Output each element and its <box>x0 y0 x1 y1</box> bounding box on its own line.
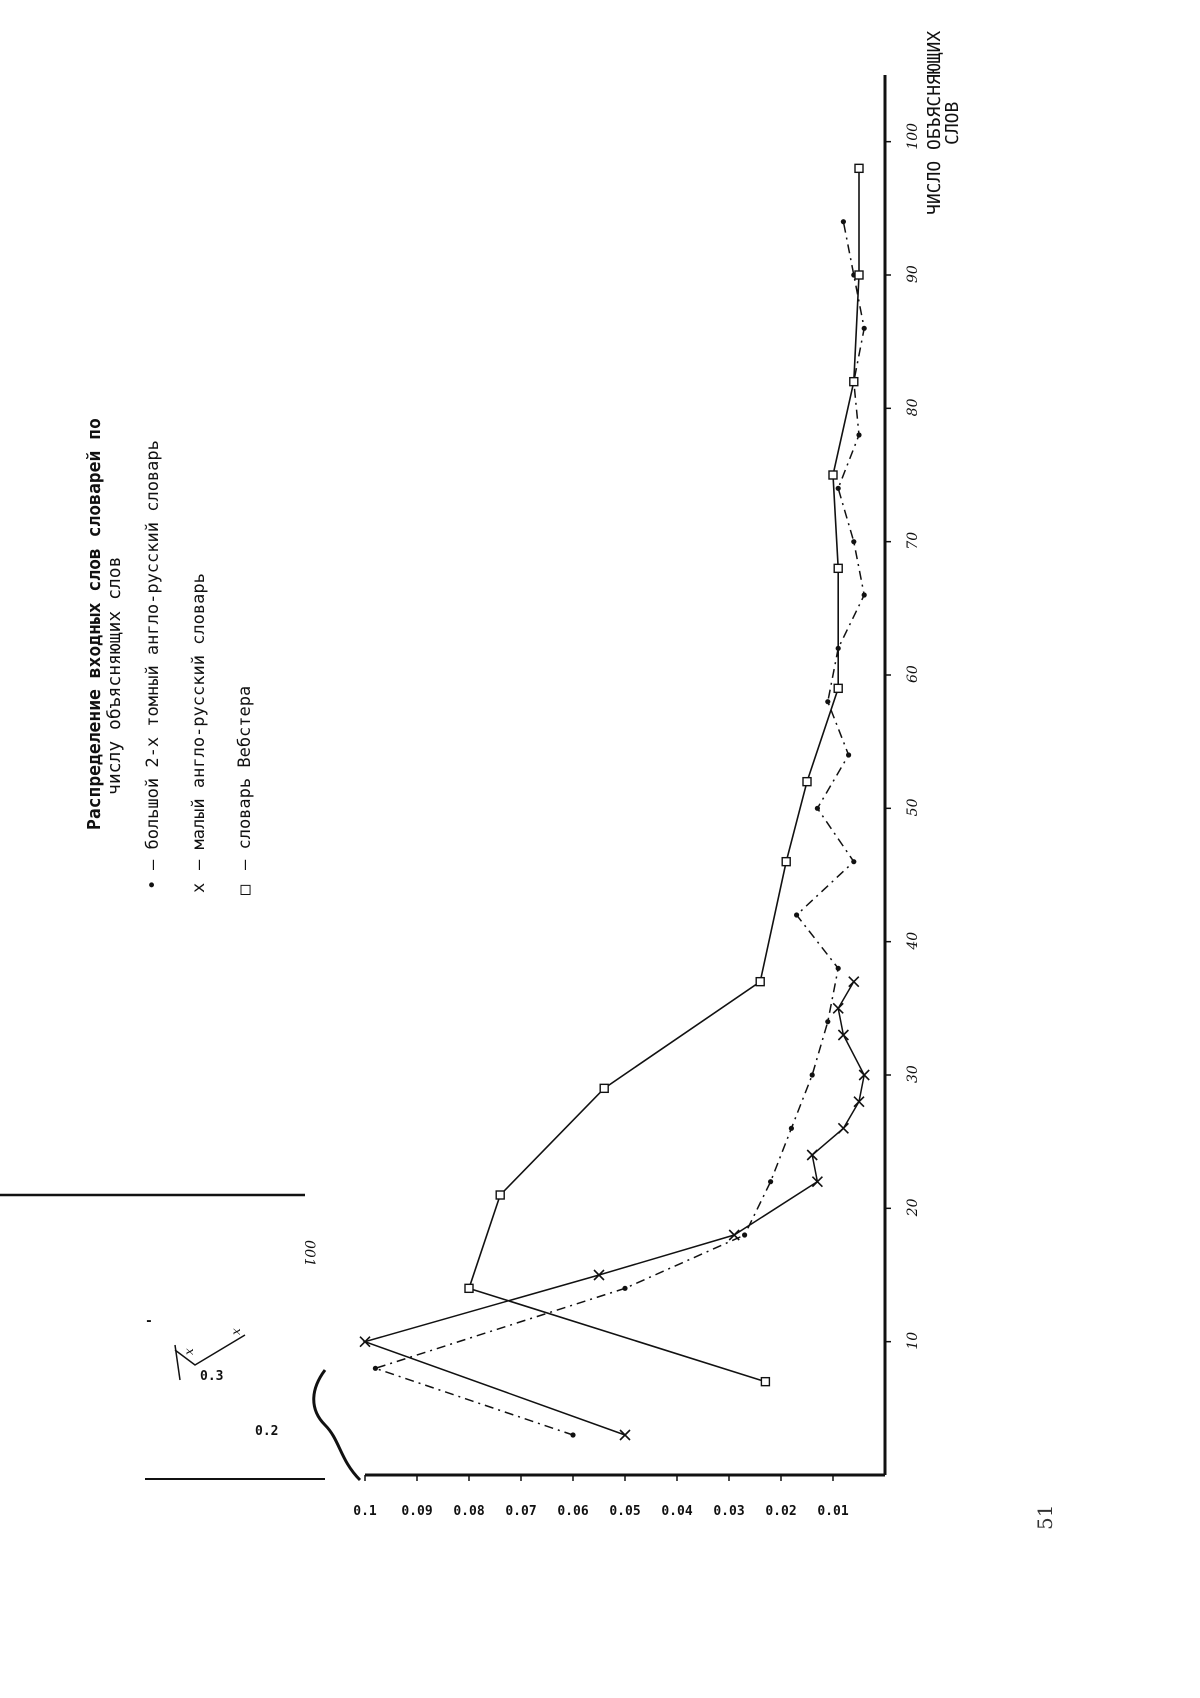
data-point <box>810 1072 815 1077</box>
data-point <box>836 486 841 491</box>
data-point <box>465 1284 473 1292</box>
data-point <box>850 378 858 386</box>
series-group <box>360 164 869 1440</box>
data-point <box>846 752 851 757</box>
data-point <box>815 806 820 811</box>
y-tick-label: 0.07 <box>505 1504 537 1519</box>
y-tick-label: 0.09 <box>401 1504 433 1519</box>
data-point <box>855 271 863 279</box>
x-tick-label: 20 <box>905 1198 921 1217</box>
data-point <box>836 646 841 651</box>
data-point <box>794 912 799 917</box>
y-tick-label: 0.06 <box>557 1504 589 1519</box>
data-point <box>862 592 867 597</box>
data-point <box>829 471 837 479</box>
legend-marker-small: x <box>189 882 209 893</box>
data-point <box>761 1378 769 1386</box>
data-point <box>622 1286 627 1291</box>
y-tick-label: 0.04 <box>661 1504 693 1519</box>
x-axis-label-line2: СЛОВ <box>942 101 963 145</box>
data-point <box>836 966 841 971</box>
legend-marker-webster: □ <box>235 884 255 895</box>
x-tick-label: 30 <box>905 1065 921 1083</box>
series-line-small-dictionary <box>365 982 864 1435</box>
data-point <box>620 1430 630 1440</box>
x-tick-group <box>885 123 921 1350</box>
data-point <box>756 978 764 986</box>
data-point <box>496 1191 504 1199</box>
data-point <box>825 699 830 704</box>
y-axis-break-wave <box>314 1370 360 1480</box>
x-tick-label: 70 <box>905 531 921 550</box>
legend-label-webster: – словарь Вебстера <box>235 685 255 870</box>
data-point <box>768 1179 773 1184</box>
title-legend-group <box>84 418 255 895</box>
chart-title-line1: Распределение входных слов словарей по <box>84 418 105 830</box>
data-point <box>841 219 846 224</box>
y-tick-break-label: 0.3 <box>200 1369 224 1384</box>
inset-y-label: 001 <box>301 1240 317 1267</box>
page-number: 51 <box>1033 1504 1057 1530</box>
legend-label-small: – малый англо-русский словарь <box>189 573 209 870</box>
broken-region-mark: x <box>182 1348 196 1355</box>
data-point <box>862 326 867 331</box>
data-point <box>782 858 790 866</box>
series-marks-large-dictionary <box>373 219 867 1438</box>
data-point <box>803 778 811 786</box>
broken-region-line <box>175 1345 180 1380</box>
data-point <box>851 539 856 544</box>
y-tick-label: 0.02 <box>765 1504 797 1519</box>
data-point <box>851 859 856 864</box>
y-tick-label: 0.05 <box>609 1504 641 1519</box>
data-point <box>856 432 861 437</box>
data-point <box>594 1270 604 1280</box>
x-tick-label: 10 <box>905 1331 921 1350</box>
y-tick-break-label: 0.2 <box>255 1424 279 1439</box>
broken-region-mark: x <box>229 1328 243 1335</box>
series-line-large-dictionary <box>375 222 864 1435</box>
series-line-webster <box>469 168 859 1381</box>
data-point <box>729 1230 739 1240</box>
data-point <box>834 684 842 692</box>
series-marks-small-dictionary <box>360 977 869 1440</box>
y-tick-label: 0.08 <box>453 1504 485 1519</box>
data-point <box>849 977 859 987</box>
data-point <box>570 1432 575 1437</box>
data-point <box>855 164 863 172</box>
x-tick-label: 90 <box>905 265 921 283</box>
x-tick-label: 50 <box>905 798 921 817</box>
data-point <box>834 564 842 572</box>
data-point <box>360 1337 370 1347</box>
y-tick-group <box>353 1475 849 1519</box>
data-point <box>838 1123 848 1133</box>
y-tick-break-label: - <box>145 1314 153 1329</box>
x-tick-label: 100 <box>905 122 921 150</box>
y-tick-label: 0.03 <box>713 1504 745 1519</box>
chart-title-line2: числу объясняющих слов <box>104 556 125 795</box>
data-point <box>789 1126 794 1131</box>
legend-label-large: – большой 2-х томный англо-русский словарь <box>143 440 163 870</box>
x-tick-label: 40 <box>905 931 921 950</box>
data-point <box>825 1019 830 1024</box>
y-tick-label: 0.1 <box>353 1504 377 1519</box>
x-axis-label-line1: ЧИСЛО ОБЪЯСНЯЮЩИХ <box>924 30 945 215</box>
legend-marker-large: • <box>143 879 163 890</box>
data-point <box>742 1232 747 1237</box>
series-marks-webster <box>465 164 863 1385</box>
y-tick-label: 0.01 <box>817 1504 849 1519</box>
data-point <box>600 1084 608 1092</box>
x-tick-label: 60 <box>905 665 921 683</box>
x-tick-label: 80 <box>905 398 921 417</box>
data-point <box>373 1366 378 1371</box>
